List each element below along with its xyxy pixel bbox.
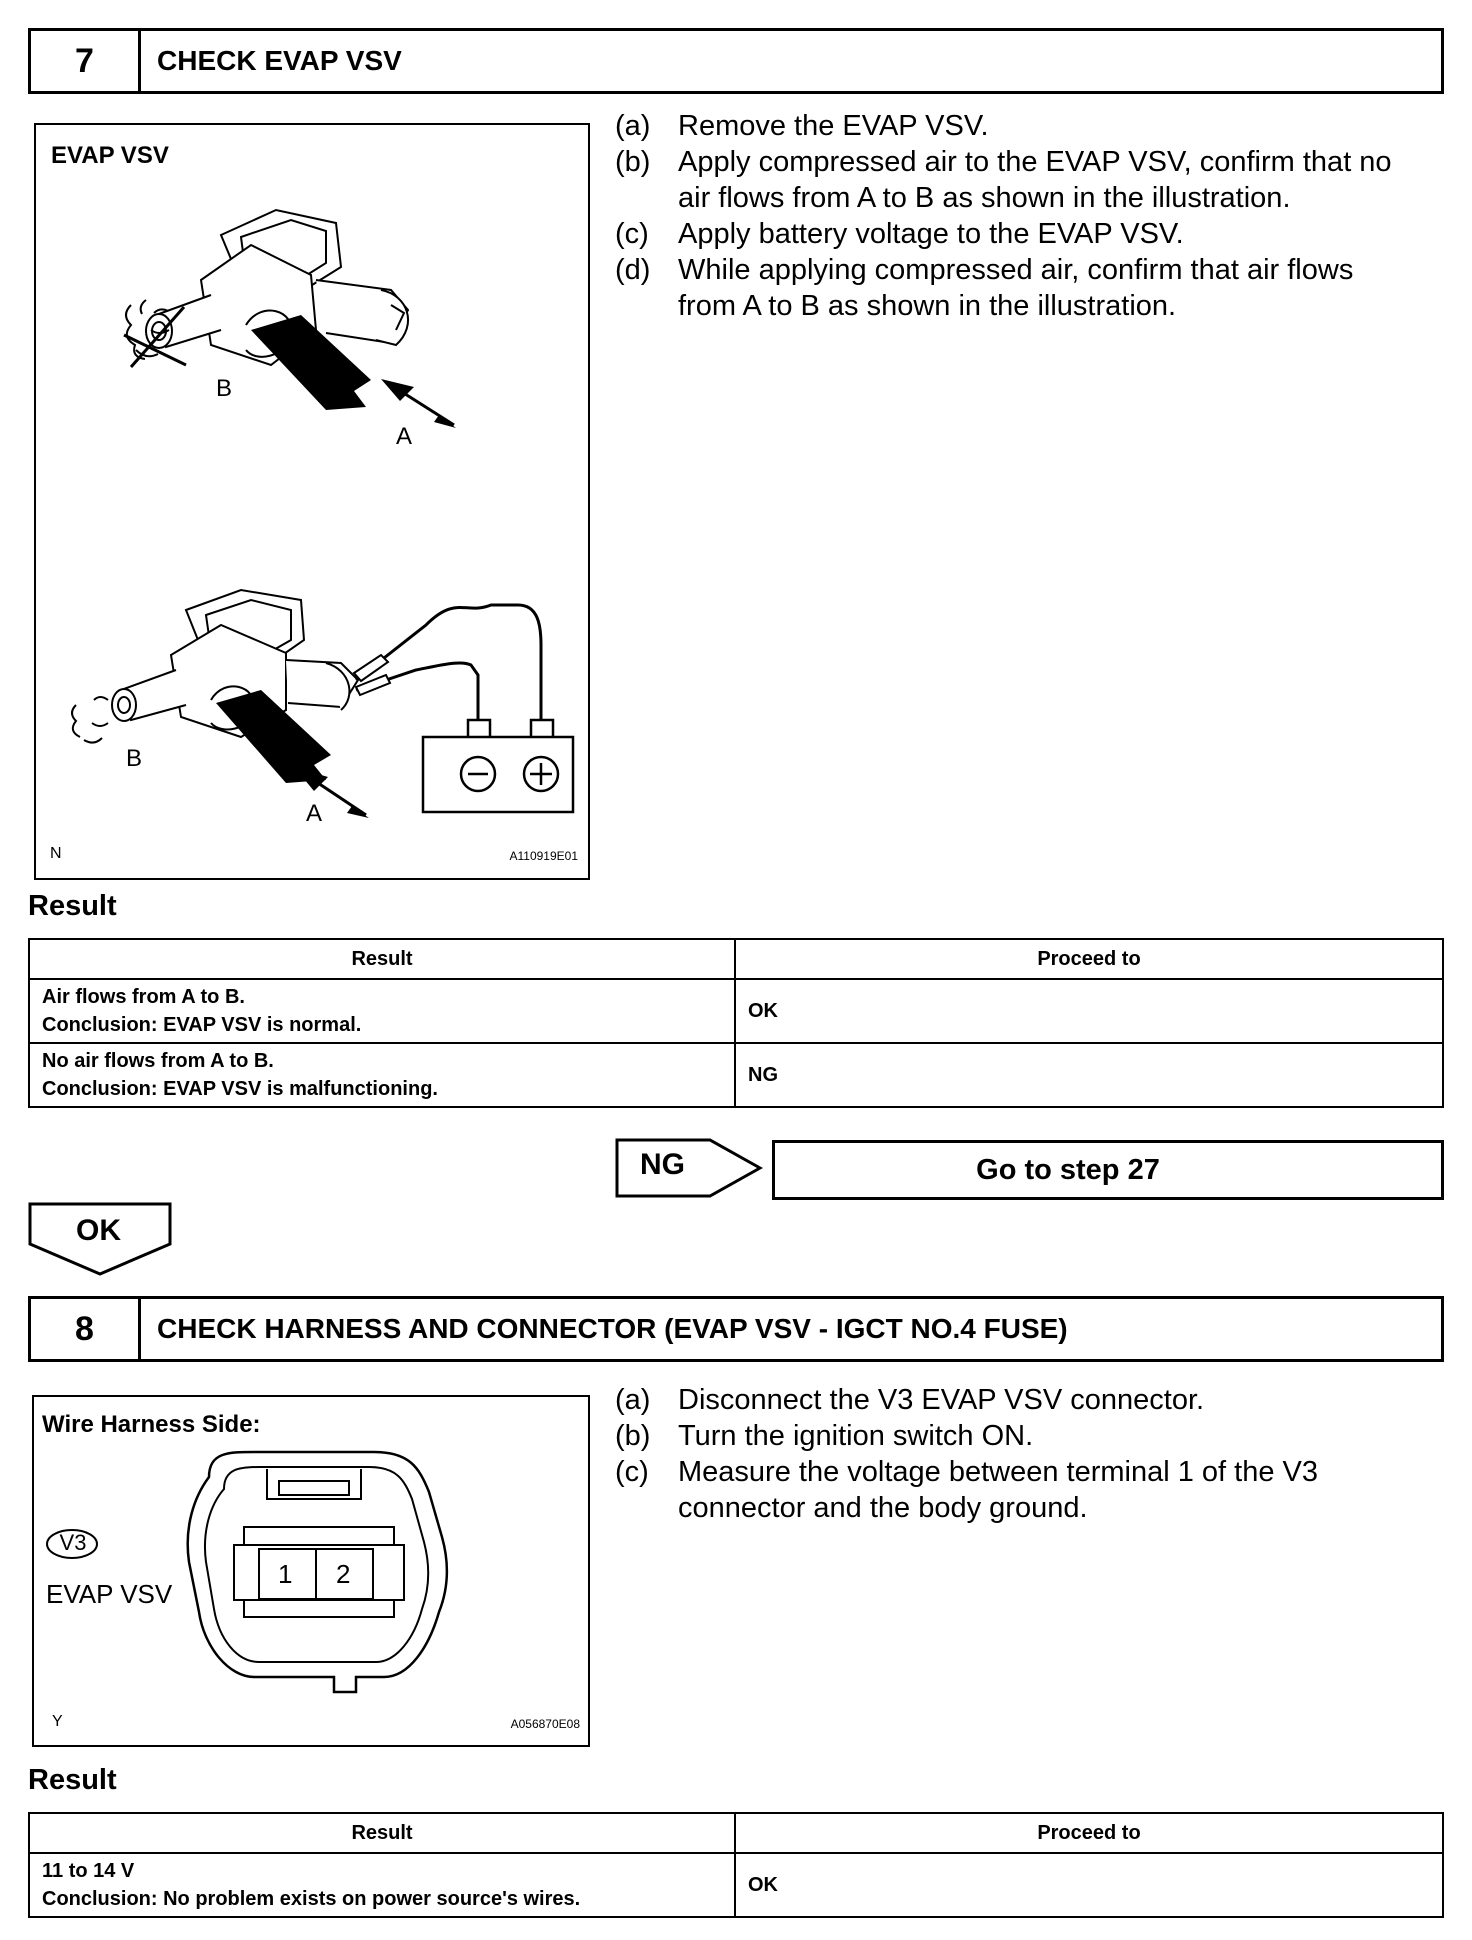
column-header: Result <box>29 939 735 979</box>
step7-number: 7 <box>31 31 141 91</box>
result-heading: Result <box>28 890 117 922</box>
connector-illustration <box>34 1397 588 1745</box>
step7-instructions <box>615 108 1445 324</box>
instruction-d: (d) While applying compressed air, confirm that air flows from A to B as shown in the illustration. <box>615 254 1354 322</box>
ng-arrow-tag <box>615 1138 765 1200</box>
figure-code: A056870E08 <box>510 1717 580 1731</box>
figure-code: A110919E01 <box>509 849 578 863</box>
result-heading: Result <box>28 1764 117 1796</box>
go-to-step-text: Go to step 27 <box>976 1153 1160 1186</box>
step7-result-table <box>28 938 1444 1108</box>
instruction-c: (c) Measure the voltage between terminal 1 of the V3 connector and the body ground. <box>615 1456 1318 1524</box>
label-b-top: B <box>216 375 233 402</box>
figure-title: Wire Harness Side: <box>42 1411 261 1438</box>
go-to-step-27-box[interactable] <box>772 1140 1444 1200</box>
table-row: Air flows from A to B. Conclusion: EVAP VSV is normal. OK <box>29 979 1443 1043</box>
instruction-b: (b) Turn the ignition switch ON. <box>615 1420 1034 1452</box>
pin-2-label: 2 <box>336 1559 351 1589</box>
evap-vsv-figure <box>34 123 590 880</box>
connector-name: EVAP VSV <box>46 1579 173 1609</box>
instruction-c: (c) Apply battery voltage to the EVAP VSV. <box>615 218 1184 250</box>
instruction-a: (a) Remove the EVAP VSV. <box>615 110 989 142</box>
ng-label: NG <box>640 1148 685 1181</box>
label-a-top: A <box>396 423 413 450</box>
column-header: Result <box>29 1813 735 1853</box>
battery-icon <box>423 720 573 812</box>
instruction-a: (a) Disconnect the V3 EVAP VSV connector. <box>615 1384 1205 1416</box>
step7-header <box>28 28 1444 94</box>
figure-corner-mark: N <box>50 845 62 862</box>
ok-label: OK <box>76 1214 121 1247</box>
table-row: No air flows from A to B. Conclusion: EVAP VSV is malfunctioning. NG <box>29 1043 1443 1107</box>
step8-header <box>28 1296 1444 1362</box>
table-row: 11 to 14 V Conclusion: No problem exists on power source's wires. OK <box>29 1853 1443 1917</box>
step7-title: CHECK EVAP VSV <box>157 45 402 76</box>
step8-result-table <box>28 1812 1444 1918</box>
instruction-b: (b) Apply compressed air to the EVAP VSV, confirm that no air flows from A to B as shown in the illustration. <box>615 146 1392 214</box>
table-header-row <box>29 1813 1443 1853</box>
table-header-row <box>29 939 1443 979</box>
step8-title: CHECK HARNESS AND CONNECTOR (EVAP VSV - IGCT NO.4 FUSE) <box>157 1313 1068 1344</box>
label-a-bottom: A <box>306 800 323 827</box>
air-puff-icon <box>72 697 108 743</box>
step8-number: 8 <box>31 1299 141 1359</box>
connector-figure <box>32 1395 590 1747</box>
column-header: Proceed to <box>735 939 1443 979</box>
pin-1-label: 1 <box>278 1559 293 1589</box>
column-header: Proceed to <box>735 1813 1443 1853</box>
label-b-bottom: B <box>126 745 143 772</box>
evap-vsv-illustration <box>36 125 588 878</box>
figure-corner-mark: Y <box>52 1713 63 1730</box>
step8-instructions <box>615 1382 1445 1526</box>
figure-title: EVAP VSV <box>51 142 169 169</box>
connector-id-label: V3 <box>59 1530 87 1555</box>
